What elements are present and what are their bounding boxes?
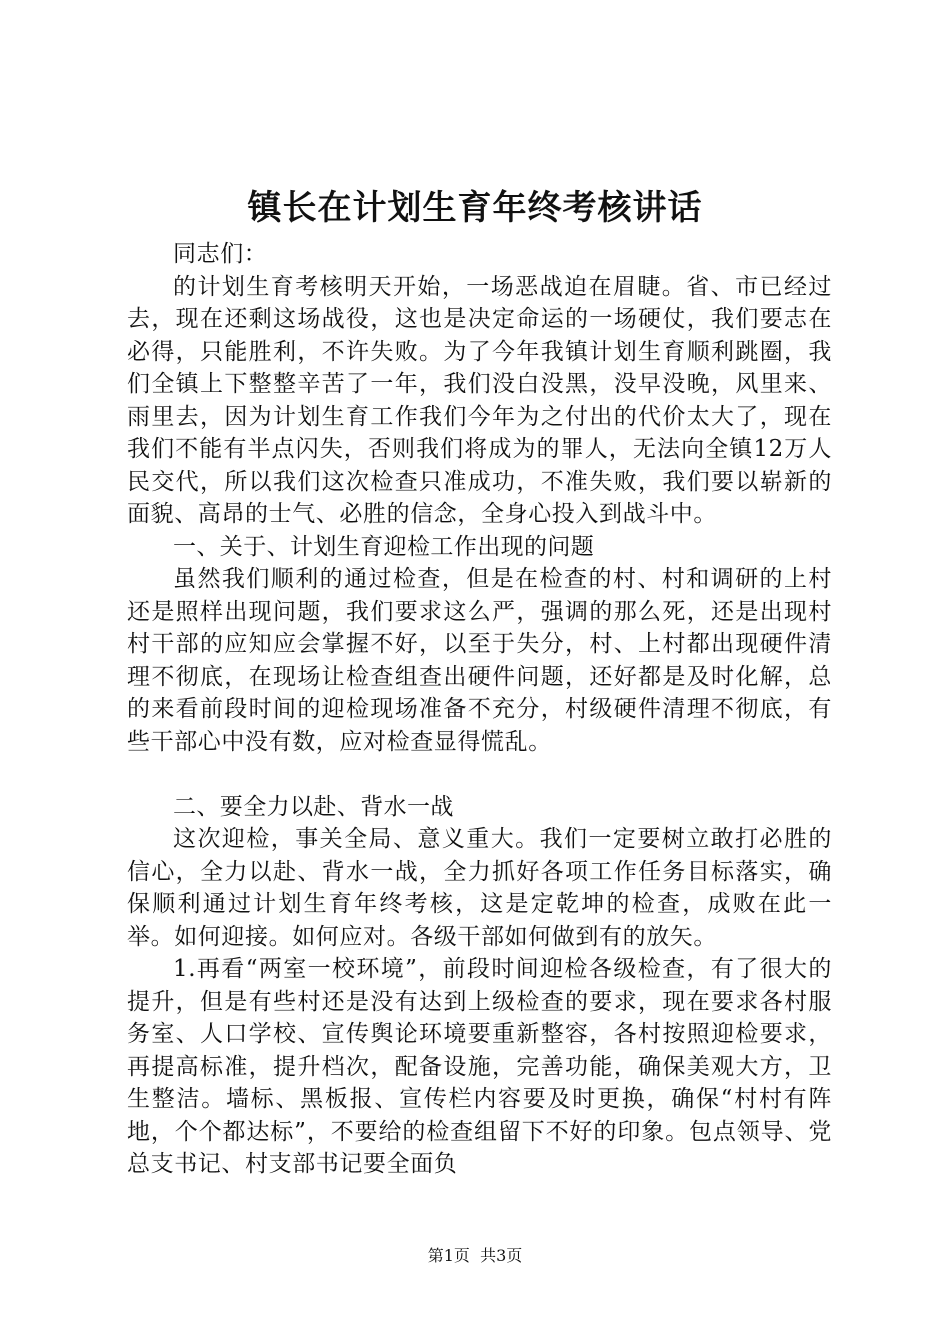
blank-line [127, 758, 832, 791]
paragraph-item-1: 1.再看“两室一校环境”，前段时间迎检各级检查，有了很大的提升，但是有些村还是没有达到上级检查的要求，现在要求各村服务室、人口学校、宣传舆论环境要重新整容，各村按照迎检要求，再提高标准，提升档次，配备设施，完善功能，确保美观大方，卫生整洁。墙标、黑板报、宣传栏内容要及时更换，确保“村村有阵地，个个都达标”，不要给的检查组留下不好的印象。包点领导、党总支书记、村支部书记要全面负 [127, 956, 832, 1177]
page-number-label: 第1页 共3页 [427, 1246, 523, 1265]
page-footer [0, 1246, 950, 1266]
paragraph-intro: 的计划生育考核明天开始，一场恶战迫在眉睫。省、市已经过去，现在还剩这场战役，这也是决定命运的一场硬仗，我们要志在必得，只能胜利，不许失败。为了今年我镇计划生育顺利跳圈，我们全镇上下整整辛苦了一年，我们没白没黑，没早没晚，风里来、雨里去，因为计划生育工作我们今年为之付出的代价太大了，现在我们不能有半点闪失，否则我们将成为的罪人，无法向全镇12万人民交代，所以我们这次检查只准成功，不准失败，我们要以崭新的面貌、高昂的士气、必胜的信念，全身心投入到战斗中。 [127, 273, 832, 527]
section-heading-1: 一、关于、计划生育迎检工作出现的问题 [173, 533, 595, 560]
document-body [127, 238, 832, 1181]
document-title: 镇长在计划生育年终考核讲话 [247, 188, 703, 228]
paragraph-all-out: 这次迎检，事关全局、意义重大。我们一定要树立敢打必胜的信心，全力以赴、背水一战，全力抓好各项工作任务目标落实，确保顺利通过计划生育年终考核，这是定乾坤的检查，成败在此一举。如何迎接。如何应对。各级干部如何做到有的放矢。 [127, 826, 832, 950]
paragraph-problems: 虽然我们顺利的通过检查，但是在检查的村、村和调研的上村还是照样出现问题，我们要求这么严，强调的那么死，还是出现村村干部的应知应会掌握不好，以至于失分，村、上村都出现硬件清理不彻底，在现场让检查组查出硬件问题，还好都是及时化解，总的来看前段时间的迎检现场准备不充分，村级硬件清理不彻底，有些干部心中没有数，应对检查显得慌乱。 [127, 566, 832, 755]
salutation: 同志们： [173, 241, 268, 267]
section-heading-2: 二、要全力以赴、背水一战 [173, 793, 454, 820]
